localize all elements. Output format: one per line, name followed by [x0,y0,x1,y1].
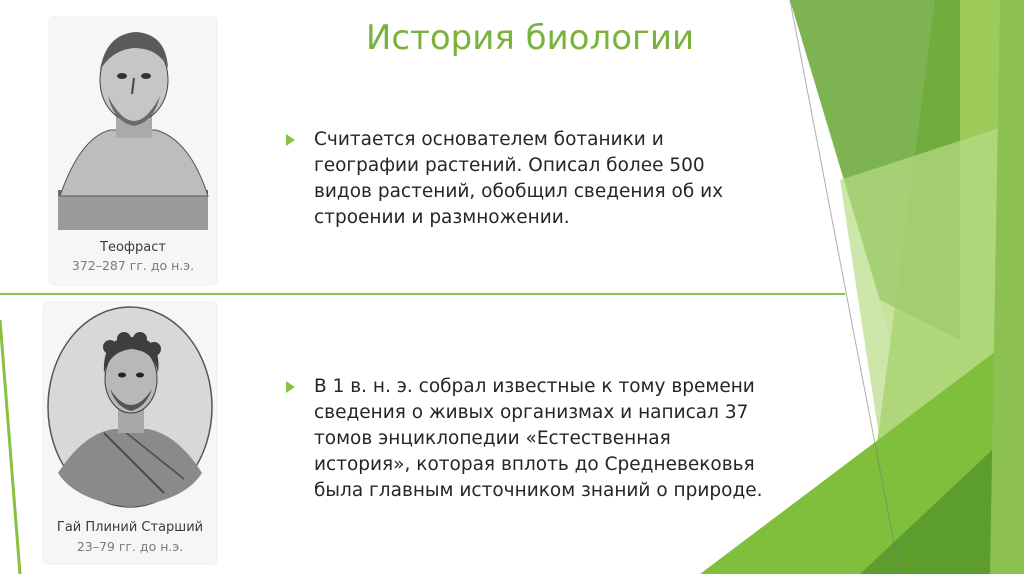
bullet-text: Считается основателем ботаники и географии растений. Описал более 500 видов растений, обобщил сведения об их строении и размножении. [314,129,724,228]
divider-line [0,293,845,295]
portrait-name: Гай Плиний Старший [56,520,204,535]
bullet-arrow-icon [286,134,295,146]
portrait-dates: 372–287 гг. до н.э. [71,258,195,273]
portrait-dates: 23–79 гг. до н.э. [76,539,184,554]
engraving-image [44,303,216,515]
slide-title: История биологии [365,18,695,58]
bust-image [50,18,216,233]
portrait-pliny [44,303,216,563]
bullet-arrow-icon [286,381,295,393]
bullet-theophrastus [286,127,766,231]
bullet-text: В 1 в. н. э. собрал известные к тому времени сведения о живых организмах и написал 37 томов энциклопедии «Естественная история», которая вплоть до Средневековья была главным источником знаний о природе. [314,376,763,501]
portrait-name: Теофраст [100,240,166,255]
bullet-pliny [286,374,766,504]
portrait-theophrastus [50,18,216,284]
